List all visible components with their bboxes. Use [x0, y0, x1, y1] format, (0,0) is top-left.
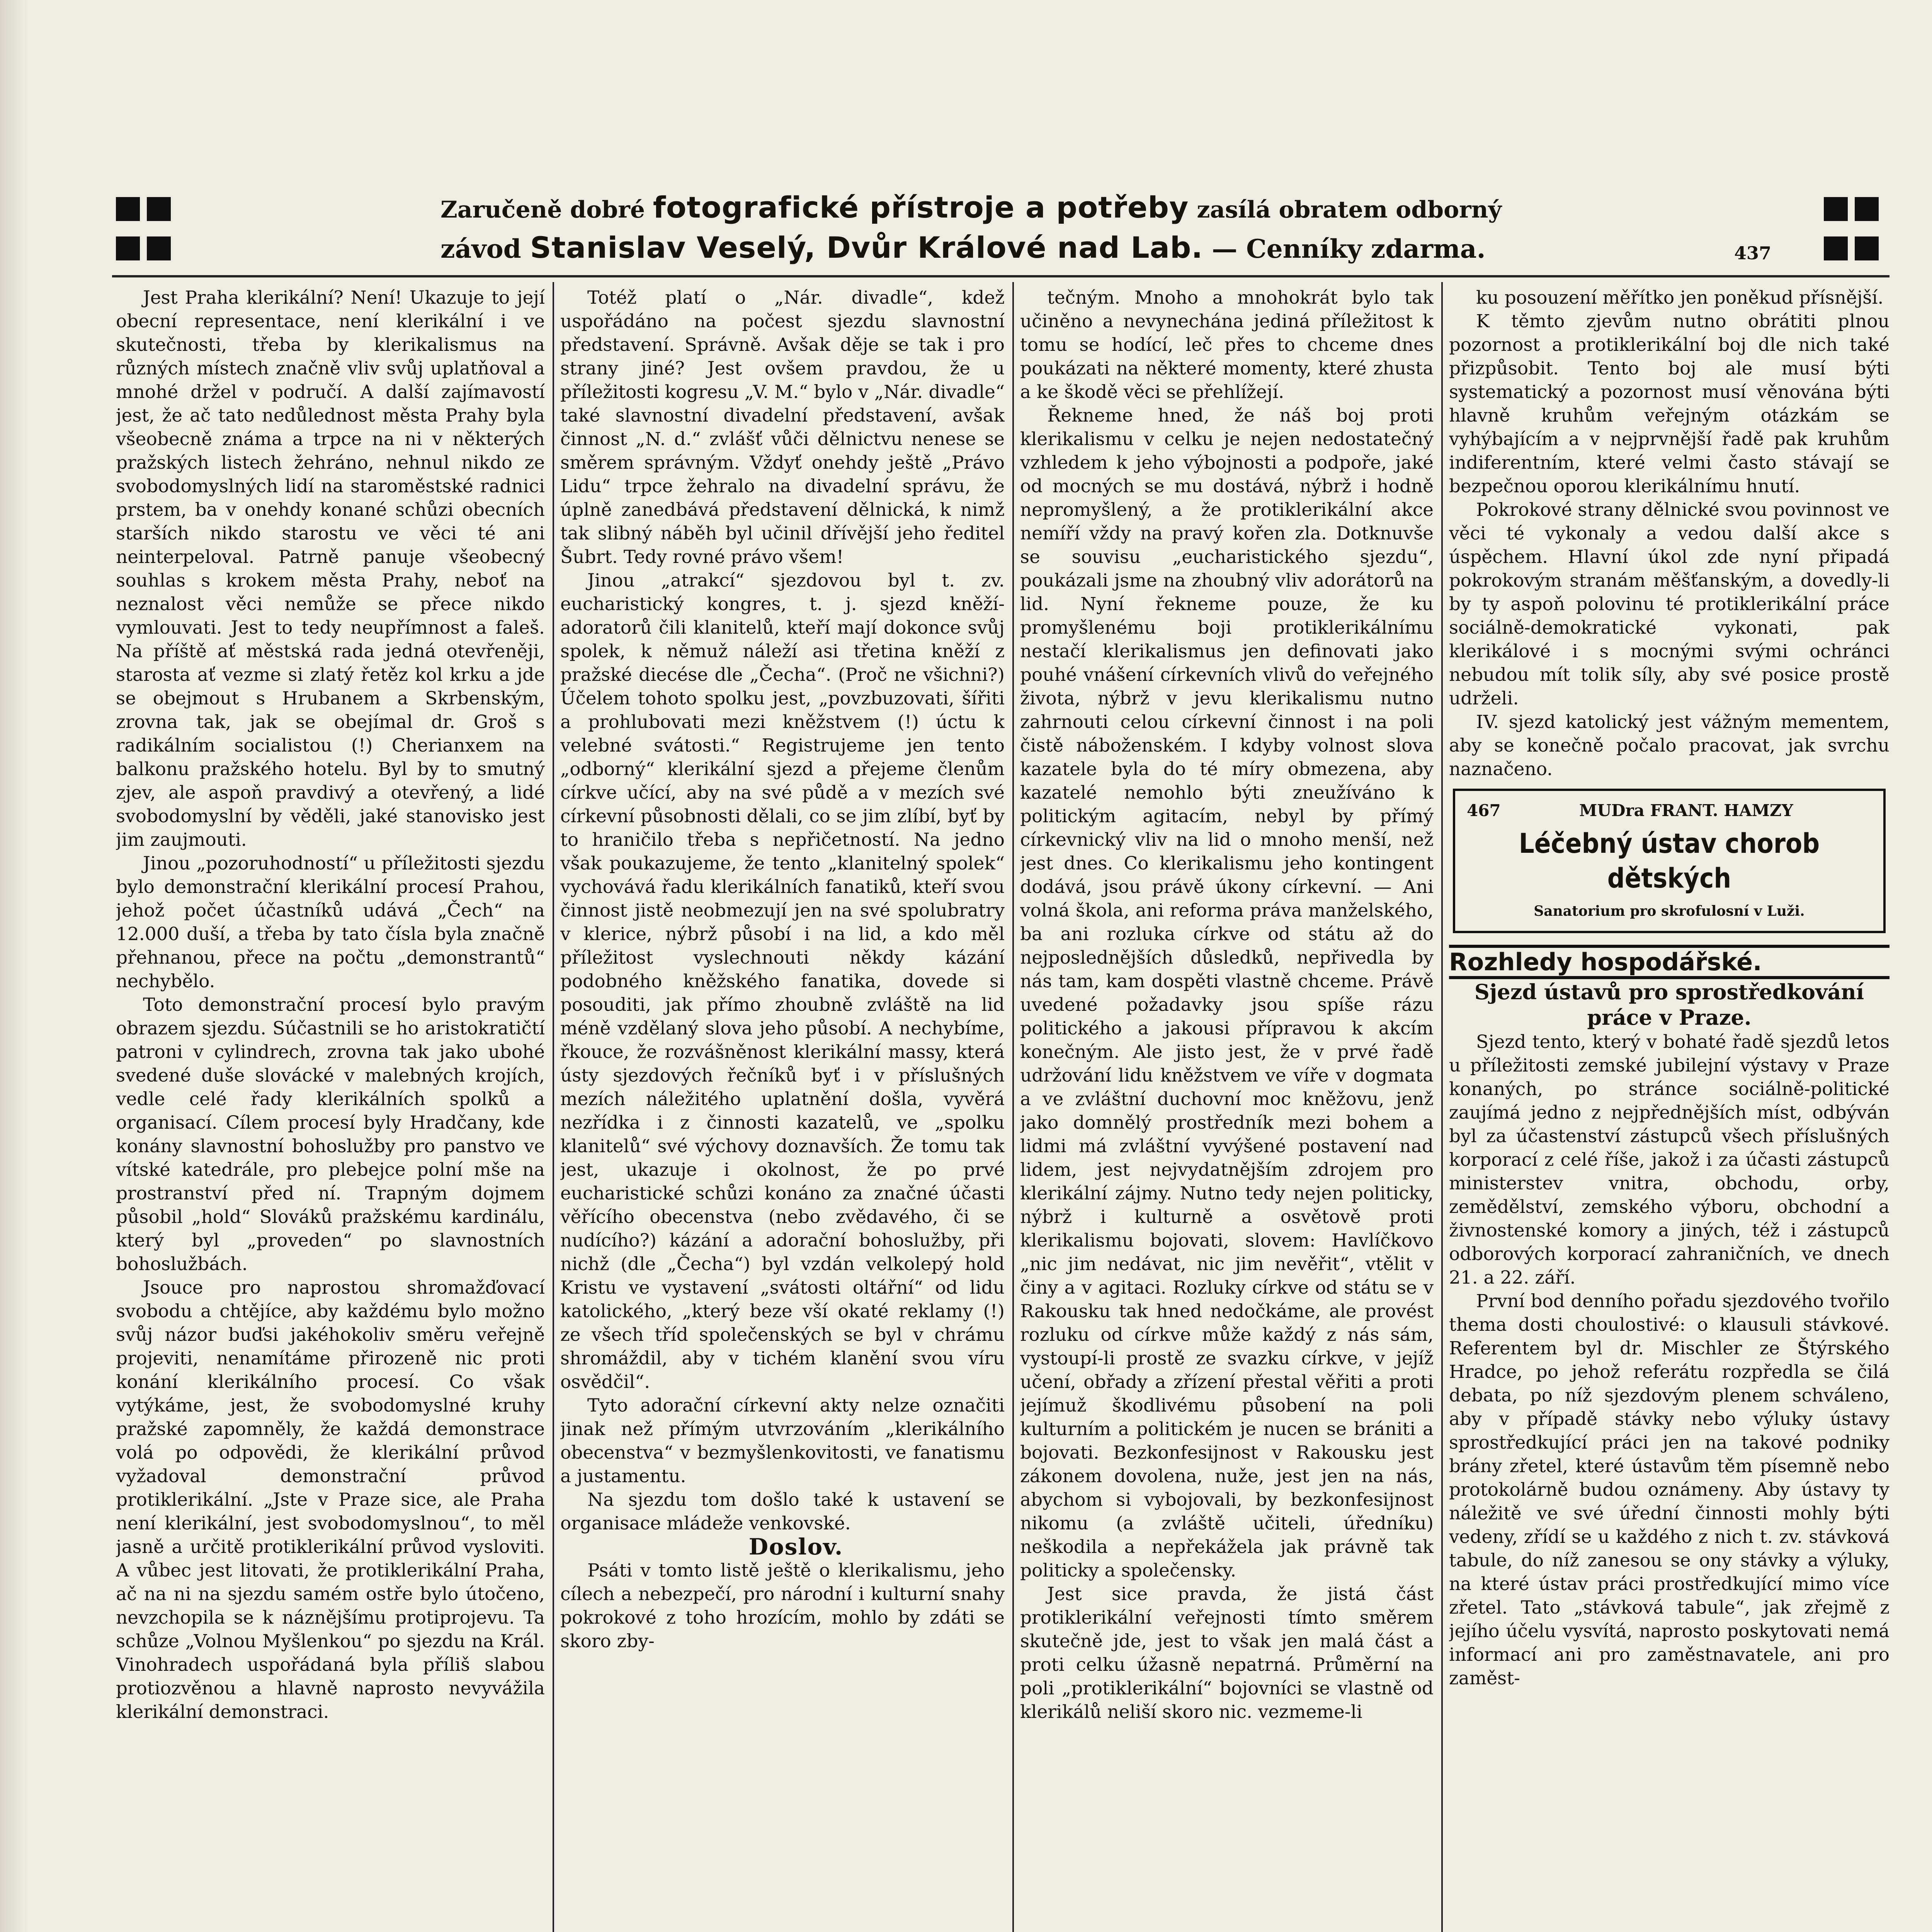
header-ad-text-a: Zaručeně dobré — [440, 196, 645, 223]
ad-box-topline — [1467, 799, 1872, 822]
header-square-tr — [1824, 197, 1848, 221]
paragraph: IV. sjezd katolický jest vážným mementem, aby se konečně počalo pracovat, jak svrchu naznačeno. — [1449, 711, 1889, 780]
header-square-br — [1824, 236, 1848, 260]
ad-box-number: 467 — [1467, 801, 1501, 820]
header-square-tr2 — [1855, 197, 1879, 221]
paragraph: Toto demonstrační procesí bylo pravým obrazem sjezdu. Súčastnili se ho aristokratičtí patroni v cylindrech, zrovna tak jako ubohé svedené duše slovácké v malebných krojích, vedle celé řady klerikálních spolků a organisací. Cílem procesí byly Hradčany, kde konány slavnostní bohoslužby pro panstvo ve vítské katedrále, pro plebejce polní mše na prostranství před ní. Trapným dojmem působil „hold“ Slováků pražskému kardinálu, který byl „proveden“ po slavnostních bohoslužbách. — [116, 994, 545, 1275]
ad-box-hamza — [1453, 789, 1886, 933]
header-square-br2 — [1855, 236, 1879, 260]
paragraph: ku posouzení měřítko jen poněkud přísnější. — [1476, 287, 1884, 308]
paragraph: Jinou „pozoruhodností“ u příležitosti sjezdu bylo demonstrační klerikální procesí Prahou, jehož počet účastníků udává „Čech“ na 12.000 duší, a třeba by tato čísla byla značně přehnanou, přece na počtu „demonstrantů“ nechybělo. — [116, 853, 545, 992]
paragraph: Sjezd tento, který v bohaté řadě sjezdů letos u příležitosti zemské jubilejní výstavy v Praze konaných, po stránce sociálně-politické zaujímá jedno z nejpřednějších míst, odbýván byl za účastenství zástupců všech příslušných korporací z celé říše, jakož i za účasti zástupců ministerstev vnitra, obchodu, orby, zemědělství, zemského výboru, obchodní a živnostenské komory a jiných, též i zástupců odborových korporací zahraničních, ve dnech 21. a 22. září. — [1449, 1031, 1889, 1288]
paragraph: Tyto adorační církevní akty nelze označiti jinak než přímým utvrzováním „klerikálního obecenstva“ v bezmyšlenkovitosti, ve fanatismu a justamentu. — [560, 1395, 1005, 1487]
column-3-article — [1020, 286, 1434, 1932]
header-ad-line-1 — [440, 190, 1502, 224]
header-ad-text-b: fotografické přístroje a potřeby — [653, 190, 1189, 224]
paragraph: Jest Praha klerikální? Není! Ukazuje to její obecní representace, není klerikální i ve skutečnosti, třeba by klerikalismus na různých místech značně vliv svůj uplatňoval a mnohé držel v područí. A další zajímavostí jest, že ač tato nedůlednost města Prahy byla všeobecně známa a trpce na ni v některých pražských listech žehráno, nehnul nikdo ze svobodomyslných lidí na staroměstské radnici prstem, ba v onehdy konané schůzi obecních starších nikdo starostu ve věci té ani neinterpeloval. Patrně panuje všeobecný souhlas s krokem města Prahy, neboť na neznalost věci nemůže se přece nikdo vymlouvati. Jest to tedy neupřímnost a faleš. Na příště ať městská rada jedná otevřeněji, starosta ať vezme si zlatý řetěz kol krku a jde se obejmout s Hrubanem a Skrbenským, zrovna tak, jak se obejímal dr. Groš s radikálním socialistou (!) Cherianxem na balkonu pražského hotelu. Byl by to smutný zjev, ale aspoň pravdivý a otevřený, a lidé svobodomyslní by věděli, jaké stanovisko jest jim zaujmouti. — [116, 287, 545, 850]
paragraph: Na sjezdu tom došlo také k ustavení se organisace mládeže venkovské. — [560, 1489, 1005, 1534]
ad-box-subtitle: Sanatorium pro skrofulosní v Luži. — [1534, 903, 1805, 919]
header-square-tl — [116, 197, 140, 221]
section-heading-economic: Rozhledy hospodářské. — [1449, 945, 1889, 979]
doslov-heading: Doslov. — [748, 1534, 844, 1560]
header-ad-text-e: — Cenníky zdarma. — [1212, 234, 1486, 264]
header-square-bl2 — [147, 236, 171, 260]
article-title-sjezd: Sjezd ústavů pro sprostředkování práce v Praze. — [1474, 980, 1864, 1030]
paragraph: Pokrokové strany dělnické svou povinnost ve věci té vykonaly a vedou další akce s úspěchem. Hlavní úkol zde nyní připadá pokrokovým stranám měšťanským, a dovedly-li by ty aspoň polovinu té protiklerikální práce sociálně-demokratické vykonati, pak klerikálové i s mocnými svými ochránci nebudou mít tolik síly, aby své posice prostě udrželi. — [1449, 499, 1889, 709]
header-ad-text-c: zasílá obratem odborný — [1197, 196, 1502, 223]
column-rule-2 — [1012, 282, 1014, 1932]
scan-edge — [0, 0, 27, 1932]
header-ad-line-2 — [440, 230, 1486, 265]
paragraph: Psáti v tomto listě ještě o klerikalismu, jeho cílech a nebezpečí, pro národní i kulturní snahy pokrokové z toho hrozícím, mohlo by zdáti se skoro zby- — [560, 1560, 1005, 1652]
header-square-tl2 — [147, 197, 171, 221]
header-ad-text-d: závod — [440, 234, 521, 264]
column-1-article — [116, 286, 545, 1932]
paragraph: Jinou „atrakcí“ sjezdovou byl t. zv. eucharistický kongres, t. j. sjezd kněží-adoratorů čili klanitelů, kteří mají dokonce svůj spolek, k němuž náleží asi třetina kněží z pražské diecése dle „Čecha“. (Proč ne všichni?) Účelem tohoto spolku jest, „povzbuzovati, šířiti a prohlubovati mezi kněžstvem (!) úctu k velebné svátosti.“ Registrujeme jen tento „odborný“ klerikální sjezd a přejeme členům církve učící, aby na své půdě a v mezích své církevní působnosti dělali, co se jim zlíbí, byť by to hraničilo třeba s nepřičetností. Na jedno však poukazujeme, že tento „klanitelný spolek“ vychovává řadu klerikálních fanatiků, kteří svou činnost jistě neobmezují jen na své spolubratry v klerice, nýbrž působí i na lid, a kdo měl příležitost vyslechnouti někdy kázání podobného kněžského fanatika, dovede si posouditi, jak přímo zhoubně zvláště na lid méně vzdělaný slova jeho působí. A nechybíme, řkouce, že rozvášněnost klerikální massy, která ústy sjezdových řečníků byť i v příslušných mezích náležitého uplatnění došla, vyvěrá nezřídka i z činnosti kazatelů, ve „spolku klanitelů“ své výchovy doznavších. Že tomu tak jest, ukazuje i okolnost, že po prvé eucharistické schůzi konáno za značné účasti věřícího obecenstva (nebo zvědavého, či se nudícího?) kázání a adorační bohoslužby, při nichž (dle „Čecha“) byl vzdán velkolepý hold Kristu ve vystavení „svátosti oltářní“ od lidu katolického, „který beze vší okaté reklamy (!) ze všech tříd společenských se byl v chrámu shromáždil, aby v tichém klanění svou víru osvědčil“. — [560, 570, 1005, 1393]
column-2-article — [560, 286, 1005, 1932]
page-number: 437 — [1734, 243, 1772, 264]
paragraph: tečným. Mnoho a mnohokrát bylo tak učiněno a nevynechána jediná příležitost k tomu se hodící, leč přes to chceme dnes poukázati na některé momenty, které zhusta a ke škodě věci se přehlížejí. — [1020, 287, 1434, 403]
paragraph: Jest sice pravda, že jistá část protiklerikální veřejnosti tímto směrem skutečně jde, jest to však jen malá část a proti celku úžasně nepatrná. Průměrní na poli „protiklerikální“ bojovníci se vlastně od klerikálů neliší skoro nic. vezmeme-li — [1020, 1583, 1434, 1723]
paragraph: První bod denního pořadu sjezdového tvořilo thema dosti choulostivé: o klausuli stávkové. Referentem byl dr. Mischler ze Štýrského Hradce, po jehož referátu rozpředla se čilá debata, po níž sjezdovým plenem schváleno, aby v případě stávky nebo výluky ústavy sprostředkující práci jen na takové podniky brány zřetel, které ústavům těm písemně nebo protokolárně budou oznámeny. Aby ústavy ty náležitě ve své úřední činnosti mohly býti vedeny, zřídí se u každého z nich t. zv. stávková tabule, do níž zanesou se ony stávky a výluky, na které ústav práci prostředkující mimo více zřetel. Tato „stávková tabule“, jak zřejmě z jejího účelu vysvítá, naprosto poskytovati nemá informací ani pro zaměstnavatele, ani pro zaměst- — [1449, 1291, 1889, 1689]
paragraph: Řekneme hned, že náš boj proti klerikalismu v celku je nejen nedostatečný vzhledem k jeho výbojnosti a podpoře, jaké od mocných se mu dostává, nýbrž i hodně nepromyšlený, a že protiklerikální akce nemíří vždy na pravý kořen zla. Dotknuvše se souvisu „eucharistického sjezdu“, poukázali jsme na zhoubný vliv adorátorů na lid. Nyní řekneme pouze, že ku promyšlenému boji protiklerikálnímu nestačí klerikalismus jen definovati jako pouhé vnášení církevních vlivů do veřejného života, nýbrž v jevu klerikalismu nutno zahrnouti celou církevní činnost i na poli čistě náboženském. I kdyby volnost slova kazatele byla do té míry obmezena, aby kazatelé nemohlo býti zneužíváno k politickým agitacím, nebyl by přímý církevnický vliv na lid o mnoho menší, než jest dnes. Co klerikalismu jeho kontingent dodává, jsou právě úkony církevní. — Ani volná škola, ani reforma práva manželského, ba ani rozluka církve od státu až do nejposlednějších důsledků, nepřivedla by nás tam, kam dospěti vlastně chceme. Právě uvedené požadavky jsou spíše rázu politického a jakousi přípravou k akcím konečným. Ale jisto jest, že v prvé řadě udržování lidu kněžstvem ve víře v dogmata a ve zvláštní duchovní moc kněžovu, jenž jako domnělý prostředník mezi bohem a lidmi má zvláštní vyvýšené postavení nad lidem, jest nejvydatnějším zdrojem pro klerikální zájmy. Nutno tedy nejen politicky, nýbrž i kulturně a osvětově proti klerikalismu bojovati, slovem: Havlíčkovo „nic jim nedávat, nic jim nevěřit“, vtělit v činy a v agitaci. Rozluky církve od státu se v Rakousku tak hned nedočkáme, ale provést rozluku od církve může každý z nás sám, vystoupí-li prostě ze svazku církve, v jejíž učení, obřady a zřízení přestal věřiti a proti jejímuž škodlivému působení na poli kulturním a politickém je nucen se brániti a bojovati. Bezkonfesijnost v Rakousku jest zákonem dovolena, nuže, jest jen na nás, abychom si vybojovali, by bezkonfesijnost nikomu (a zvláště učiteli, úředníku) neškodila a nepřekážela jak právně tak politicky a společensky. — [1020, 405, 1434, 1581]
paragraph: Totéž platí o „Nár. divadle“, kdež uspořádáno na počest sjezdu slavnostní představení. Správně. Avšak děje se tak i pro strany jiné? Jest ovšem pravdou, že u příležitosti kogresu „V. M.“ bylo v „Nár. divadle“ také slavnostní divadelní představení, avšak činnost „N. d.“ zvlášť vůči dělnictvu nenese se směrem správným. Vždyť onehdy ještě „Právo Lidu“ trpce žehralo na divadelní správu, že úplně zanedbává představení dělnická, k nimž tak slibný náběh byl učinil dřívější jeho ředitel Šubrt. Tedy rovné právo všem! — [560, 287, 1005, 568]
column-rule-1 — [553, 282, 554, 1932]
header-square-bl — [116, 236, 140, 260]
ad-box-doctor: MUDra FRANT. HAMZY — [1579, 801, 1793, 820]
column-4 — [1449, 286, 1889, 1932]
ad-box-title: Léčebný ústav chorob dětských — [1519, 828, 1820, 894]
header-ad-company: Stanislav Veselý, Dvůr Králové nad Lab. — [530, 230, 1203, 265]
column-rule-3 — [1441, 282, 1443, 1932]
paragraph: Jsouce pro naprostou shromažďovací svobodu a chtějíce, aby každému bylo možno svůj názor buďsi jakéhokoliv směru veřejně projeviti, nenamítáme přirozeně nic proti konání klerikálního procesí. Co však vytýkáme, jest, že svobodomyslné kruhy pražské zapomněly, že každá demonstrace volá po odpovědi, že klerikální průvod vyžadoval demonstrační průvod protiklerikální. „Jste v Praze sice, ale Praha není klerikální, jest svobodomyslnou“, to měl jasně a určitě protiklerikální průvod vysloviti. A vůbec jest litovati, že protiklerikální Praha, ač na ni na sjezdu samém ostře bylo útočeno, nevzchopila se k náznějšímu protiprojevu. Ta schůze „Volnou Myšlenkou“ po sjezdu na Král. Vinohradech uspořádaná byla příliš slabou protiozvěnou a hlavně naprosto nevyvážila klerikální demonstraci. — [116, 1277, 545, 1723]
header-rule — [112, 275, 1889, 277]
paragraph: K těmto zjevům nutno obrátiti plnou pozornost a protiklerikální boj dle nich také přizpůsobit. Tento boj ale musí býti systematický a pozornost musí věnována býti hlavně kruhům veřejným otázkám se vyhýbajícím a v nejprvnější řadě pak kruhům indiferentním, které velmi často stávají se bezpečnou oporou klerikálnímu hnutí. — [1449, 311, 1889, 497]
